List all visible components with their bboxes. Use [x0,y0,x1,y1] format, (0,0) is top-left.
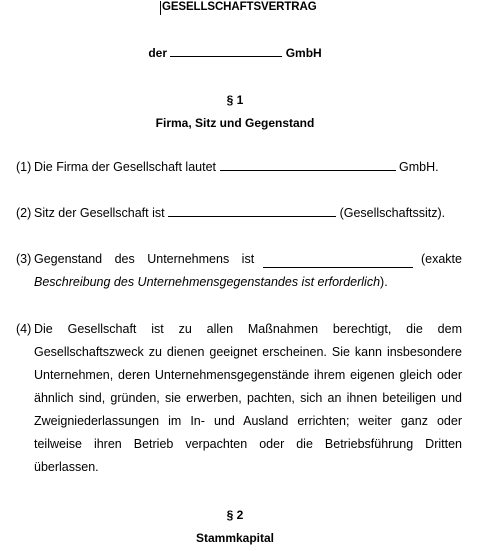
paragraph-number: (1) [16,160,32,174]
paragraph-3 [16,248,462,294]
document-subtitle [0,46,470,60]
subtitle-suffix: GmbH [285,46,322,60]
paragraph-text-suffix: GmbH. [398,160,439,174]
text-cursor [160,1,161,15]
purpose-blank[interactable] [263,257,413,268]
paragraph-text: Sitz der Gesellschaft ist [34,206,165,220]
paragraph-2 [16,202,462,225]
paragraph-4 [16,318,462,479]
paragraph-number: (2) [16,206,32,220]
paragraph-text-suffix: (exakte [420,252,462,266]
paragraph-number: (3) [16,252,32,266]
section-2-number: § 2 [226,508,244,522]
paragraph-italic-note: Beschreibung des Unternehmensgegenstandes ist erforderlich [34,275,381,289]
paragraph-text-suffix: (Gesellschaftssitz). [339,206,446,220]
paragraph-text-end: ). [380,275,388,289]
document-title: GESELLSCHAFTSVERTRAG [162,1,317,13]
paragraph-text: Gegenstand des Unternehmens ist [34,252,255,266]
paragraph-number: (4) [16,322,32,336]
firm-name-blank[interactable] [220,160,396,171]
paragraph-1 [16,156,462,179]
section-1-number: § 1 [226,93,244,107]
seat-blank[interactable] [168,206,336,217]
paragraph-text: Die Firma der Gesellschaft lautet [34,160,217,174]
section-1-heading: Firma, Sitz und Gegenstand [155,116,315,130]
company-name-blank[interactable] [170,46,282,57]
section-2-heading: Stammkapital [195,531,275,545]
paragraph-text: Die Gesellschaft ist zu allen Maßnahmen berechtigt, die dem Gesellschaftszweck zu dienen geeignet erscheinen. Sie kann insbesondere Unternehmen, deren Unternehmensgegenstände ihrem eigenen gleich oder ähnlich sind, gründen, sie erwerben, pachten, sich an ihnen beteiligen und Zweigniederlassungen im In- und Ausland errichten; weiter ganz oder teilweise ihren Betrieb verpachten oder die Betriebsführung Dritten überlassen. [34,322,462,474]
subtitle-prefix: der [148,46,167,60]
